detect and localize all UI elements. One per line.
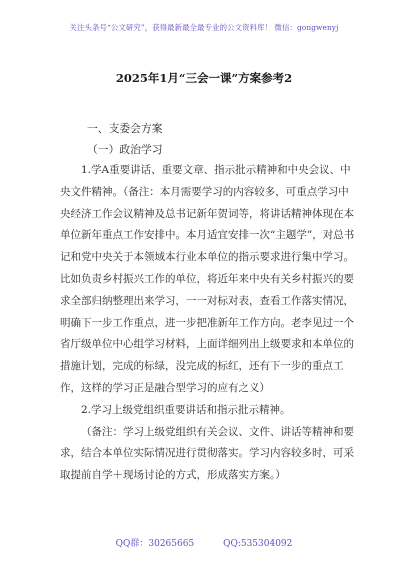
- paragraph-3: （备注：学习上级党组织有关会议、文件、讲话等精神和要求，结合本单位实际情况进行贯彻落实。学习内容较多时，可采取提前自学＋现场讨论的方式，形成落实方案。）: [60, 425, 354, 482]
- paragraph-2: 2.学习上级党组织重要讲话和指示批示精神。: [81, 403, 291, 416]
- header-note: 关注头条号“公文研究”，获得最新最全最专业的公文资料库！ 微信：gongwenyj: [69, 23, 339, 32]
- section-heading: 一、支委会方案: [87, 122, 163, 135]
- paragraph-1: 1.学A重要讲话、重要文章、指示批示精神和中央会议、中央文件精神。（备注：本月需要学习的内容较多，可重点学习中央经济工作会议精神及总书记新年贺词等，将讲话精神体现在本单位新年重点工作安排中。本月适宜安排一次“主题学”，对总书记和党中央关于本领域本行业本单位的指示要求进行集中学习。比如负责乡村振兴工作的单位，将近年来中央有关乡村振兴的要求全部归纳整理出来学习，一一对标对表，查看工作落实情况，明确下一步工作重点，进一步把准新年工作方向。老李见过一个省厅级单位中心组学习材料，上面详细列出上级要求和本单位的措施计划，完成的标绿，没完成的标红，还有下一步的重点工作，这样的学习正是融合型学习的应有之义）: [60, 164, 355, 394]
- footer-qq: QQ:535304092: [223, 539, 293, 549]
- footer-qq-group: QQ群：30265665: [115, 539, 195, 549]
- document-body: [60, 160, 355, 487]
- footer-contact: [0, 536, 408, 549]
- document-title: 2025年1月“三会一课”方案参考2: [115, 71, 293, 85]
- subsection-heading: （一）政治学习: [87, 143, 163, 156]
